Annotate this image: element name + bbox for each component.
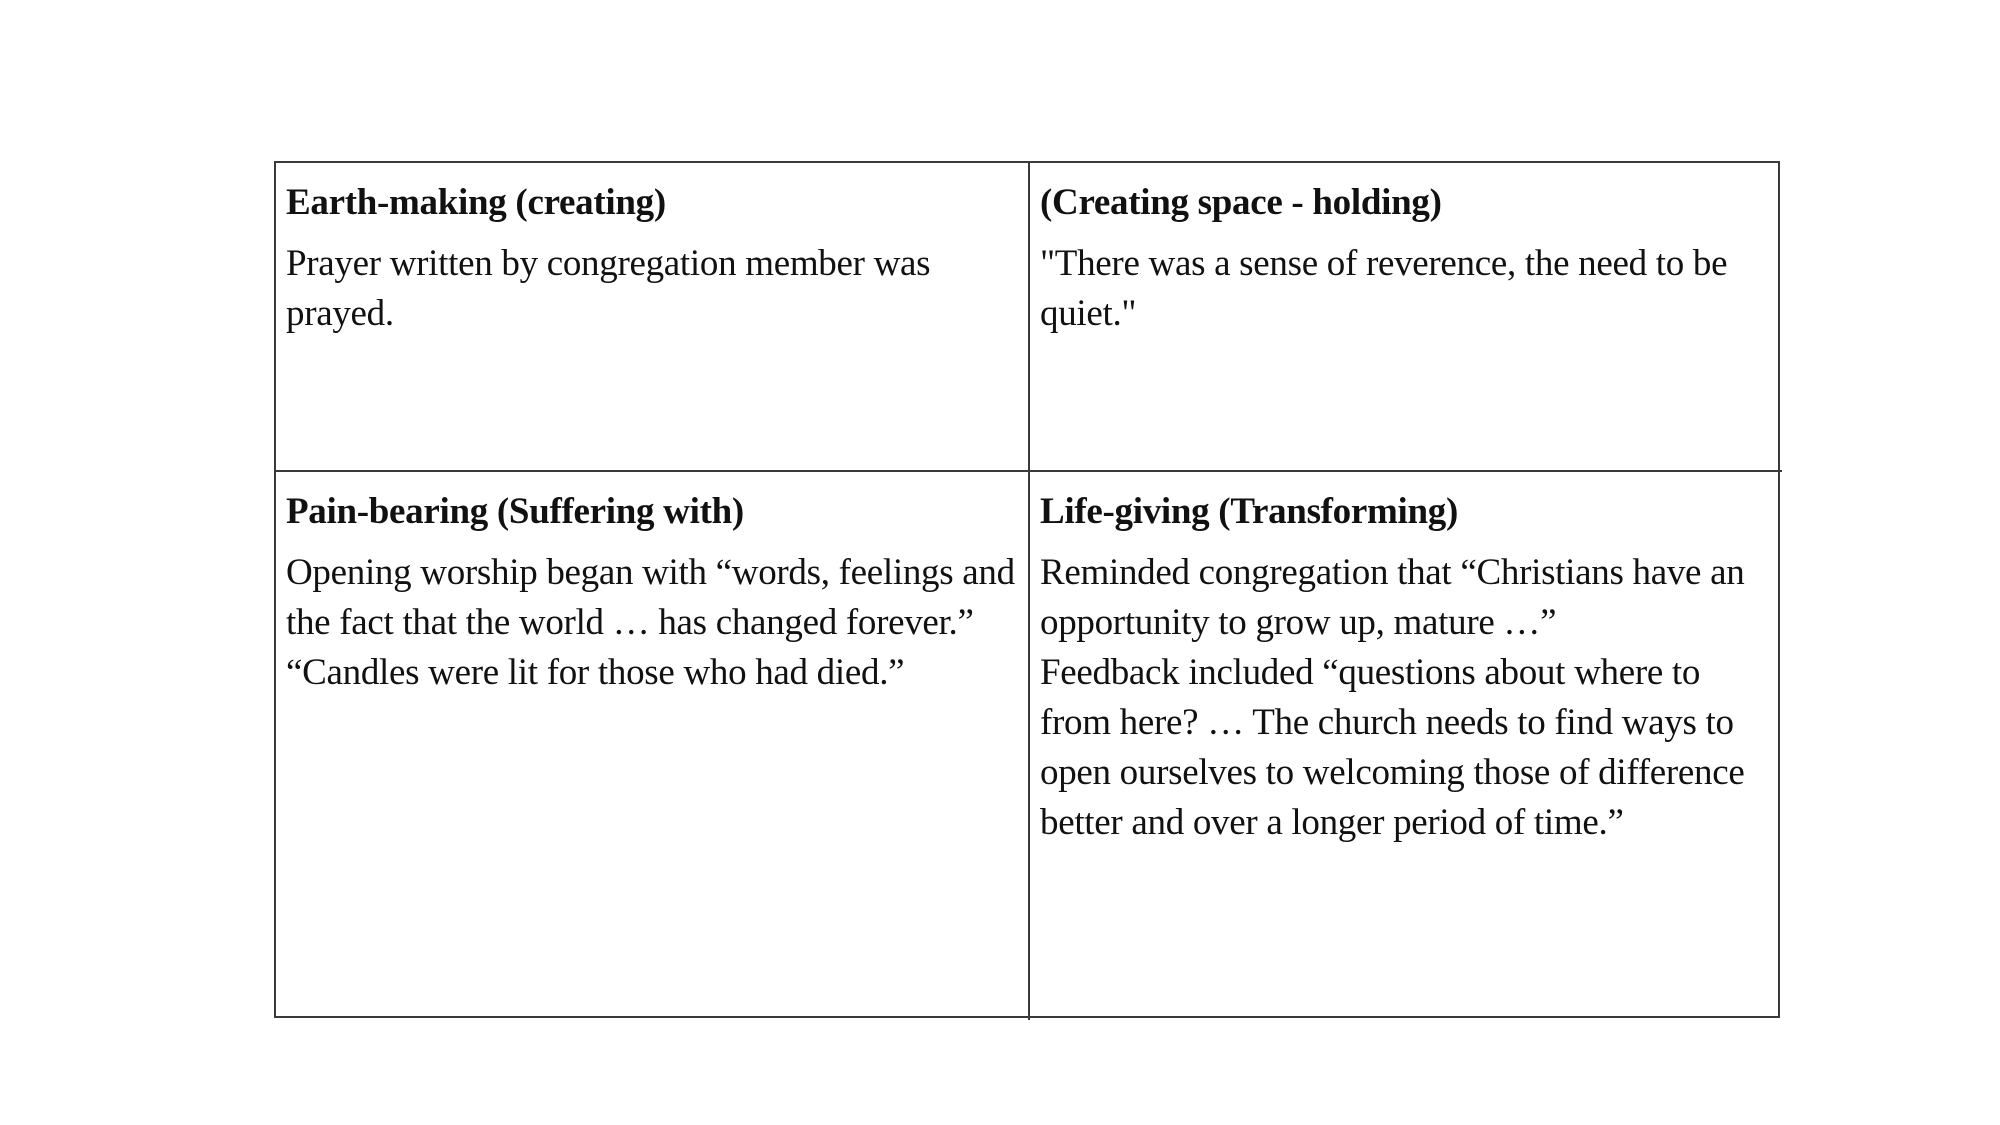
cell-pain-bearing [276, 472, 1030, 1020]
cell-body [286, 239, 1018, 339]
cell-earth-making [276, 163, 1030, 472]
cell-title: (Creating space - holding) [1040, 182, 1442, 223]
quadrant-table [274, 161, 1780, 1018]
cell-text: Reminded congregation that “Christians have an opportunity to grow up, mature …” [1040, 552, 1745, 643]
cell-title: Earth-making (creating) [286, 182, 666, 223]
cell-body [1040, 239, 1772, 339]
cell-title: Life-giving (Transforming) [1040, 491, 1459, 532]
cell-text: "There was a sense of reverence, the need to be quiet." [1040, 243, 1728, 334]
cell-life-giving [1030, 472, 1782, 1020]
cell-text: Opening worship began with “words, feelings and the fact that the world … has changed forever.” [286, 552, 1015, 643]
cell-title: Pain-bearing (Suffering with) [286, 491, 744, 532]
cell-body [286, 548, 1018, 698]
cell-text: Prayer written by congregation member was prayed. [286, 243, 931, 334]
cell-creating-space [1030, 163, 1782, 472]
cell-body [1040, 548, 1772, 848]
cell-text: Feedback included “questions about where to from here? … The church needs to find ways to open ourselves to welcoming those of difference better and over a longer period of time.” [1040, 652, 1745, 843]
cell-text: “Candles were lit for those who had died.” [286, 652, 905, 693]
